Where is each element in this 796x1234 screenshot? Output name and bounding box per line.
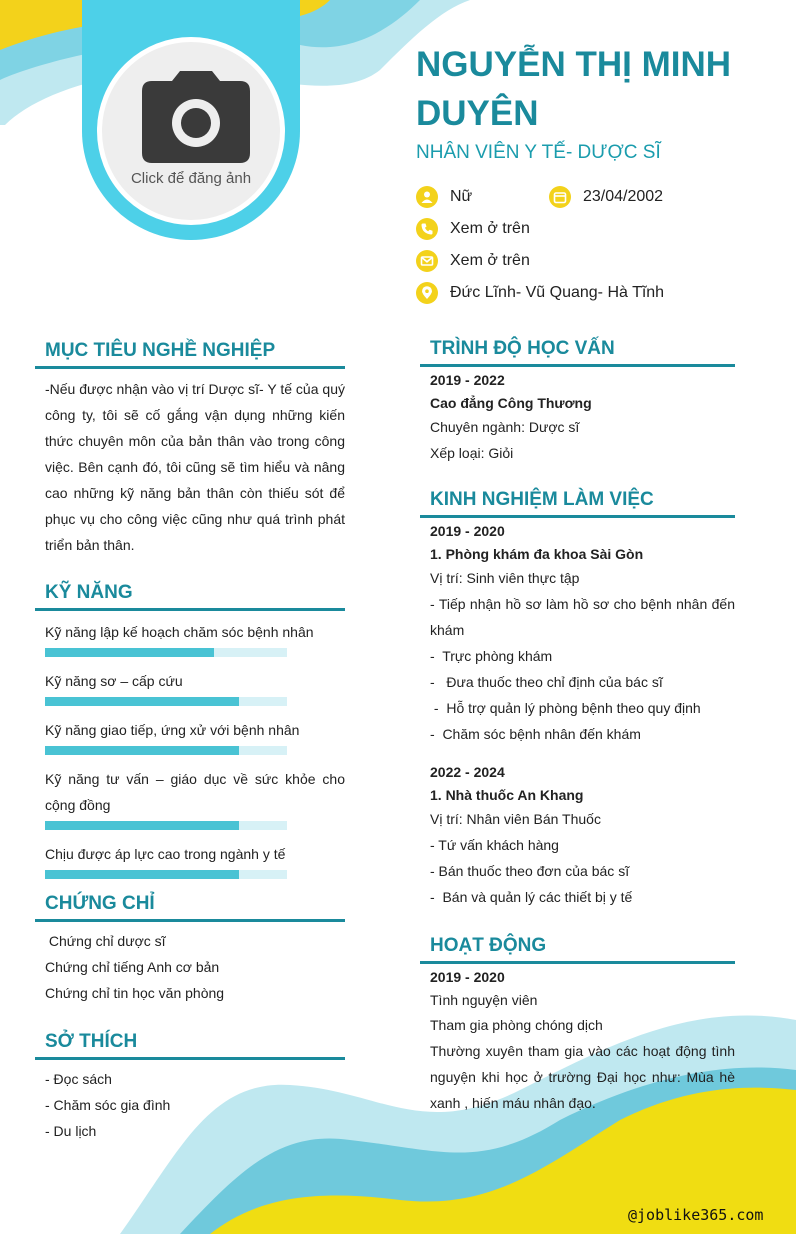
skill-bar-fill xyxy=(45,648,214,657)
job-position: Vị trí: Nhân viên Bán Thuốc xyxy=(430,811,601,827)
birthday-value: 23/04/2002 xyxy=(583,188,664,205)
skills-section xyxy=(35,578,345,890)
objective-title: MỤC TIÊU NGHỀ NGHIỆP xyxy=(35,336,345,369)
job-title: NHÂN VIÊN Y TẾ- DƯỢC SĨ xyxy=(416,142,661,163)
job-period: 2019 - 2020 xyxy=(430,523,505,539)
objective-section xyxy=(35,336,345,558)
job-task: - Đưa thuốc theo chỉ định của bác sĩ xyxy=(430,674,663,690)
user-icon xyxy=(416,186,438,208)
activity-line: Tình nguyện viên xyxy=(430,992,538,1008)
activity-line: Tham gia phòng chóng dịch xyxy=(430,1017,603,1033)
gender-value: Nữ xyxy=(450,188,473,205)
skill-item xyxy=(45,619,345,657)
certificate-item: Chứng chỉ tin học văn phòng xyxy=(45,985,225,1001)
job-company: 1. Nhà thuốc An Khang xyxy=(430,787,584,803)
skill-item xyxy=(45,766,345,830)
job-task: - Chăm sóc bệnh nhân đến khám xyxy=(430,726,641,742)
skill-label: Kỹ năng sơ – cấp cứu xyxy=(45,673,183,689)
objective-text: -Nếu được nhận vào vị trí Dược sĩ- Y tế của quý công ty, tôi sẽ cố gắng vận dụng những kiến thức chuyên môn của bản thân vào trong công việc. Bên cạnh đó, tôi cũng sẽ tìm hiểu và nâng cao những kỹ năng bản thân còn thiếu sót để phục vụ cho công việc cũng như quá trình phát triển bản thân. xyxy=(45,381,345,553)
skill-label: Kỹ năng tư vấn – giáo dục về sức khỏe cho cộng đồng xyxy=(45,771,345,813)
certificates-section xyxy=(35,889,345,1006)
certificates-title: CHỨNG CHỈ xyxy=(35,889,345,922)
hobby-item: - Du lịch xyxy=(45,1123,97,1139)
skill-bar xyxy=(45,821,287,830)
photo-caption: Click để đăng ảnh xyxy=(130,170,252,187)
address-row xyxy=(416,282,664,304)
certificate-item: Chứng chỉ dược sĩ xyxy=(45,933,166,949)
skill-bar-fill xyxy=(45,821,239,830)
skill-item xyxy=(45,668,345,706)
skill-bar xyxy=(45,697,287,706)
skill-item xyxy=(45,717,345,755)
phone-row xyxy=(416,218,530,240)
location-icon xyxy=(416,282,438,304)
education-section xyxy=(420,334,735,466)
experience-title: KINH NGHIỆM LÀM VIỆC xyxy=(420,485,735,518)
skill-bar-fill xyxy=(45,697,239,706)
candidate-name: NGUYỄN THỊ MINH DUYÊN xyxy=(416,45,731,133)
activity-period: 2019 - 2020 xyxy=(430,969,505,985)
job-task: - Bán và quản lý các thiết bị y tế xyxy=(430,889,633,905)
certificate-item: Chứng chỉ tiếng Anh cơ bản xyxy=(45,959,220,975)
hobby-item: - Chăm sóc gia đình xyxy=(45,1097,171,1113)
activities-title: HOẠT ĐỘNG xyxy=(420,931,735,964)
job-task: - Trực phòng khám xyxy=(430,648,553,664)
calendar-icon xyxy=(549,186,571,208)
job-task: - Tứ vấn khách hàng xyxy=(430,837,559,853)
skill-bar xyxy=(45,648,287,657)
job-task: - Bán thuốc theo đơn của bác sĩ xyxy=(430,863,630,879)
job-company: 1. Phòng khám đa khoa Sài Gòn xyxy=(430,546,644,562)
education-school: Cao đẳng Công Thương xyxy=(430,395,592,411)
skill-bar-fill xyxy=(45,746,239,755)
email-row xyxy=(416,250,530,272)
skill-label: Kỹ năng lập kế hoạch chăm sóc bệnh nhân xyxy=(45,624,314,640)
skill-bar xyxy=(45,870,287,879)
address-value: Đức Lĩnh- Vũ Quang- Hà Tĩnh xyxy=(450,284,665,301)
email-value: Xem ở trên xyxy=(450,252,530,269)
job-period: 2022 - 2024 xyxy=(430,764,505,780)
birthday-row xyxy=(549,186,663,208)
skill-item xyxy=(45,841,345,879)
activities-section xyxy=(420,931,735,1116)
education-title: TRÌNH ĐỘ HỌC VẤN xyxy=(420,334,735,367)
footer-brand: @joblike365.com xyxy=(628,1206,764,1224)
activity-line: Thường xuyên tham gia vào các hoạt động tình nguyện khi học ở trường Đại học như: Mùa hè xanh , hiến máu nhân đạo. xyxy=(430,1043,735,1111)
hobbies-title: SỞ THÍCH xyxy=(35,1027,345,1060)
job-position: Vị trí: Sinh viên thực tập xyxy=(430,570,580,586)
hobby-item: - Đọc sách xyxy=(45,1071,112,1087)
education-grade: Xếp loại: Giỏi xyxy=(430,445,514,461)
skill-bar-fill xyxy=(45,870,239,879)
education-period: 2019 - 2022 xyxy=(430,372,505,388)
skills-title: KỸ NĂNG xyxy=(35,578,345,611)
phone-value: Xem ở trên xyxy=(450,220,530,237)
phone-icon xyxy=(416,218,438,240)
skill-label: Chịu được áp lực cao trong ngành y tế xyxy=(45,846,286,862)
mail-icon xyxy=(416,250,438,272)
camera-icon xyxy=(142,69,250,163)
skill-label: Kỹ năng giao tiếp, ứng xử với bệnh nhân xyxy=(45,722,300,738)
experience-section xyxy=(420,485,735,910)
education-major: Chuyên ngành: Dược sĩ xyxy=(430,419,580,435)
job-task: - Tiếp nhận hồ sơ làm hồ sơ cho bệnh nhân đến khám xyxy=(430,596,735,638)
gender-row xyxy=(416,186,472,208)
hobbies-section xyxy=(35,1027,345,1144)
photo-upload[interactable] xyxy=(97,37,285,225)
job-task: - Hỗ trợ quản lý phòng bệnh theo quy định xyxy=(430,700,701,716)
skill-bar xyxy=(45,746,287,755)
